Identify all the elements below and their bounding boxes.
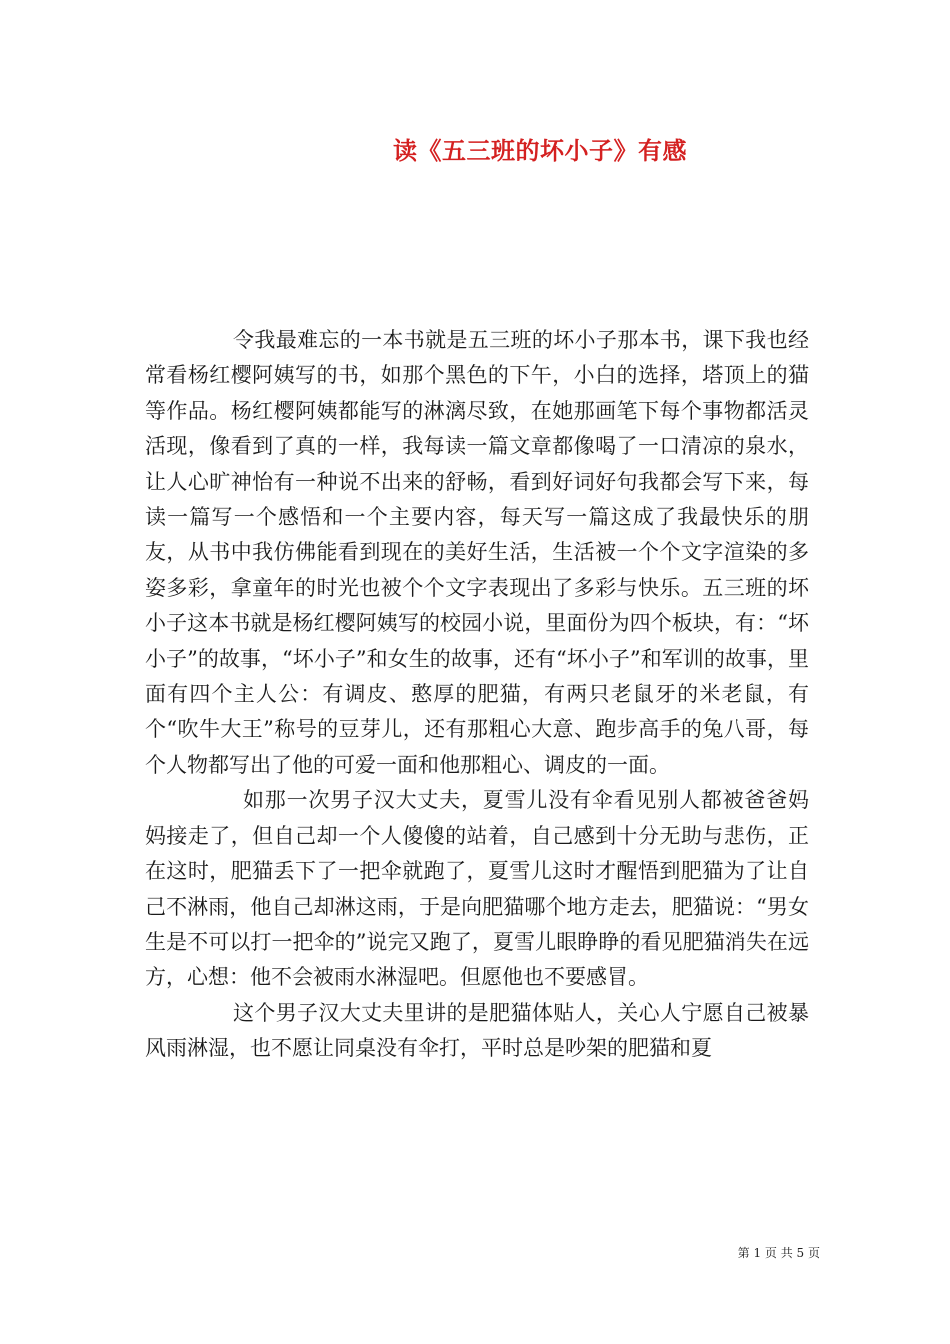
page-footer: 第 1 页 共 5 页 <box>737 1246 820 1260</box>
paragraph-3: 这个男子汉大丈夫里讲的是肥猫体贴人，关心人宁愿自己被暴风雨淋湿，也不愿让同桌没有伞打，平时总是吵架的肥猫和夏 <box>145 1000 809 1061</box>
page-title: 读《五三班的坏小子》有感 <box>393 136 687 165</box>
article-body <box>145 323 809 1067</box>
paragraph-1: 令我最难忘的一本书就是五三班的坏小子那本书，课下我也经常看杨红樱阿姨写的书，如那个黑色的下午，小白的选择，塔顶上的猫等作品。杨红樱阿姨都能写的淋漓尽致，在她那画笔下每个事物都活灵活现，像看到了真的一样，我每读一篇文章都像喝了一口清凉的泉水，让人心旷神怡有一种说不出来的舒畅，看到好词好句我都会写下来，每读一篇写一个感悟和一个主要内容，每天写一篇这成了我最快乐的朋友，从书中我仿佛能看到现在的美好生活，生活被一个个文字渲染的多姿多彩，拿童年的时光也被个个文字表现出了多彩与快乐。五三班的坏小子这本书就是杨红樱阿姨写的校园小说，里面份为四个板块，有：“坏小子”的故事，“坏小子”和女生的故事，还有“坏小子”和军训的故事，里面有四个主人公：有调皮、憨厚的肥猫，有两只老鼠牙的米老鼠，有个“吹牛大王”称号的豆芽儿，还有那粗心大意、跑步高手的兔八哥，每个人物都写出了他的可爱一面和他那粗心、调皮的一面。 <box>145 328 809 777</box>
paragraph-2: 如那一次男子汉大丈夫，夏雪儿没有伞看见别人都被爸爸妈妈接走了，但自己却一个人傻傻的站着，自己感到十分无助与悲伤，正在这时，肥猫丢下了一把伞就跑了，夏雪儿这时才醒悟到肥猫为了让自己不淋雨，他自己却淋这雨，于是向肥猫哪个地方走去，肥猫说：“男女生是不可以打一把伞的”说完又跑了，夏雪儿眼睁睁的看见肥猫消失在远方，心想：他不会被雨水淋湿吧。但愿他也不要感冒。 <box>145 788 809 990</box>
